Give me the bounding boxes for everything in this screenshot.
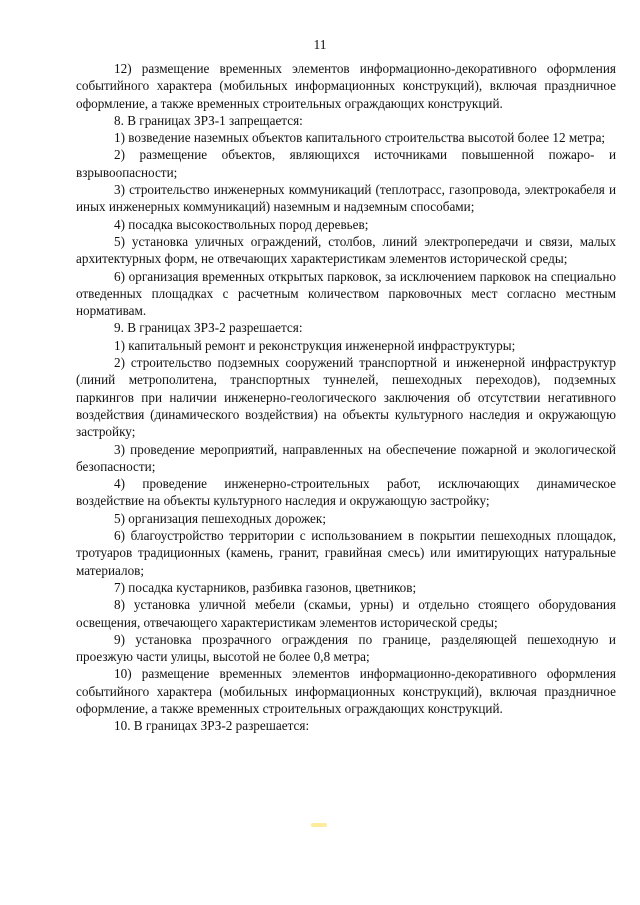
highlighter-mark — [311, 823, 327, 827]
section-8-item-4: 4) посадка высокоствольных пород деревьев; — [114, 216, 369, 232]
document-body — [76, 60, 616, 735]
page-number: 11 — [313, 37, 327, 52]
section-9-heading: 9. В границах ЗРЗ-2 разрешается: — [114, 320, 303, 336]
section-9-item-8: 8) установка уличной мебели (скамьи, урны) и отдельно стоящего оборудования освещения, отвечающего характеристикам элементов исторической среды; — [76, 597, 616, 630]
section-9-item-6: 6) благоустройство территории с использованием в покрытии пешеходных площадок, тротуаров традиционных (камень, гранит, гравийная смесь) или имитирующих натуральные материалов; — [76, 528, 616, 578]
section-10-heading: 10. В границах ЗРЗ-2 разрешается: — [114, 718, 310, 734]
section-8-item-1: 1) возведение наземных объектов капитального строительства высотой более 12 метра; — [114, 130, 606, 146]
section-8-item-6: 6) организация временных открытых парковок, за исключением парковок на специально отведенных площадках с расчетным количеством парковочных мест согласно местным нормативам. — [76, 268, 616, 319]
section-9-item-3: 3) проведение мероприятий, направленных на обеспечение пожарной и экологической безопасности; — [76, 441, 616, 474]
section-8-item-5: 5) установка уличных ограждений, столбов, линий электропередачи и связи, малых архитектурных форм, не отвечающих характеристикам элементов исторической среды; — [76, 233, 616, 267]
section-9-item-4: 4) проведение инженерно-строительных работ, исключающих динамическое воздействие на объекты культурного наследия и окружающую застройку; — [76, 476, 616, 509]
section-9-item-1: 1) капитальный ремонт и реконструкция инженерной инфраструктуры; — [114, 337, 516, 353]
section-9-item-7: 7) посадка кустарников, разбивка газонов, цветников; — [114, 579, 417, 595]
section-8-item-3: 3) строительство инженерных коммуникаций (теплотрасс, газопровода, электрокабеля и иных инженерных коммуникаций) наземным и надземным способами; — [76, 182, 616, 215]
section-8-item-2: 2) размещение объектов, являющихся источниками повышенной пожаро- и взрывоопасности; — [76, 147, 616, 180]
section-9-item-5: 5) организация пешеходных дорожек; — [114, 510, 326, 526]
section-9-item-9: 9) установка прозрачного ограждения по границе, разделяющей пешеходную и проезжую части улицы, высотой не более 0,8 метра; — [76, 631, 616, 665]
section-9-item-10: 10) размещение временных элементов информационно-декоративного оформления событийного характера (мобильных информационных конструкций), включая праздничное оформление, а также временных строительных ограждающих конструкций. — [76, 666, 616, 716]
paragraph-12-temporary-elements: 12) размещение временных элементов информационно-декоративного оформления событийного характера (мобильных информационных конструкций), включая праздничное оформление, а также временных строительных ограждающих конструкций. — [76, 61, 616, 111]
section-8-heading: 8. В границах ЗРЗ-1 запрещается: — [114, 112, 303, 128]
section-9-item-2: 2) строительство подземных сооружений транспортной и инженерной инфраструктур (линий метрополитена, транспортных туннелей, пешеходных переходов), подземных паркингов при наличии инженерно-геологического заключения об отсутствии негативного воздействия (динамического воздействия) на объекты культурного наследия и окружающую застройку; — [76, 355, 616, 440]
